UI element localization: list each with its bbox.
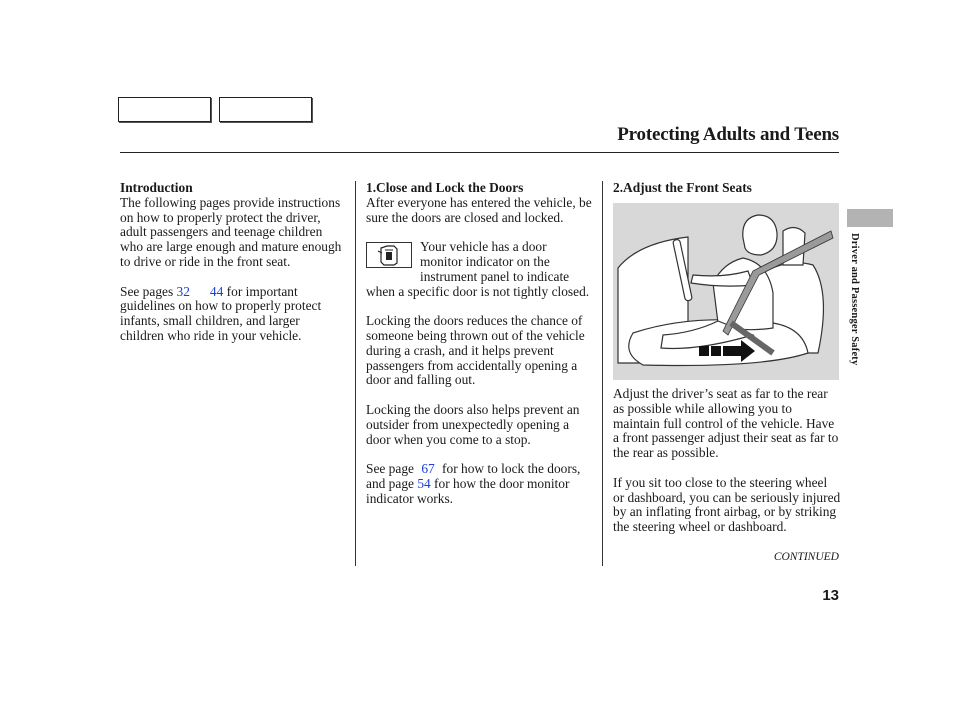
page-number: 13 xyxy=(822,587,839,604)
doors-heading: 1.Close and Lock the Doors xyxy=(366,180,524,195)
page-link-32[interactable]: 32 xyxy=(176,283,190,299)
nav-box-right[interactable] xyxy=(219,97,312,122)
nav-box-left[interactable] xyxy=(118,97,211,122)
page-title: Protecting Adults and Teens xyxy=(617,124,839,145)
introduction-heading: Introduction xyxy=(120,180,193,195)
page-link-44[interactable]: 44 xyxy=(209,283,224,299)
title-rule xyxy=(120,152,839,153)
seats-paragraph-2: If you sit too close to the steering wheel or dashboard, you can be seriously injured by an inflating front airbag, or by striking the steering wheel or dashboard. xyxy=(613,474,841,535)
column-introduction xyxy=(120,181,342,359)
seats-paragraph-1: Adjust the driver’s seat as far to the rear as possible while allowing you to maintain full control of the vehicle. Have a front passenger adjust their seat as far to the rear as possible. xyxy=(613,386,839,461)
door-monitor-icon xyxy=(366,242,412,268)
section-tab-label: Driver and Passenger Safety xyxy=(849,233,860,366)
doors-paragraph-1: After everyone has entered the vehicle, be sure the doors are closed and locked. xyxy=(366,194,592,225)
column-doors xyxy=(366,181,592,521)
driver-seat-illustration xyxy=(613,203,839,380)
introduction-see-pages: See pages 32 44 for important guidelines on how to properly protect infants, small children, and larger children who ride in your vehicle. xyxy=(120,283,322,343)
doors-paragraph-3: Locking the doors reduces the chance of someone being thrown out of the vehicle during a crash, and it helps prevent passengers from accidentally opening a door and falling out. xyxy=(366,313,585,388)
section-tab[interactable] xyxy=(847,209,893,227)
column-seats-body xyxy=(613,387,841,550)
doors-paragraph-2: Your vehicle has a door monitor indicator on the instrument panel to indicate when a specific door is not tightly closed. xyxy=(366,239,590,299)
doors-see-page: See page 67 for how to lock the doors, and page 54 for how the door monitor indicator works. xyxy=(366,461,581,506)
introduction-paragraph: The following pages provide instructions on how to properly protect the driver, adult passengers and teenage children who are large enough and mature enough to drive or ride in the front seat. xyxy=(120,194,342,269)
column-seats xyxy=(613,181,841,196)
page-link-67[interactable]: 67 xyxy=(421,461,435,477)
page-link-54[interactable]: 54 xyxy=(417,475,431,491)
column-divider-2 xyxy=(602,181,603,566)
doors-paragraph-4: Locking the doors also helps prevent an outsider from unexpectedly opening a door when you come to a stop. xyxy=(366,401,580,447)
column-divider-1 xyxy=(355,181,356,566)
continued-label: CONTINUED xyxy=(773,551,839,563)
seats-heading: 2.Adjust the Front Seats xyxy=(613,180,752,195)
